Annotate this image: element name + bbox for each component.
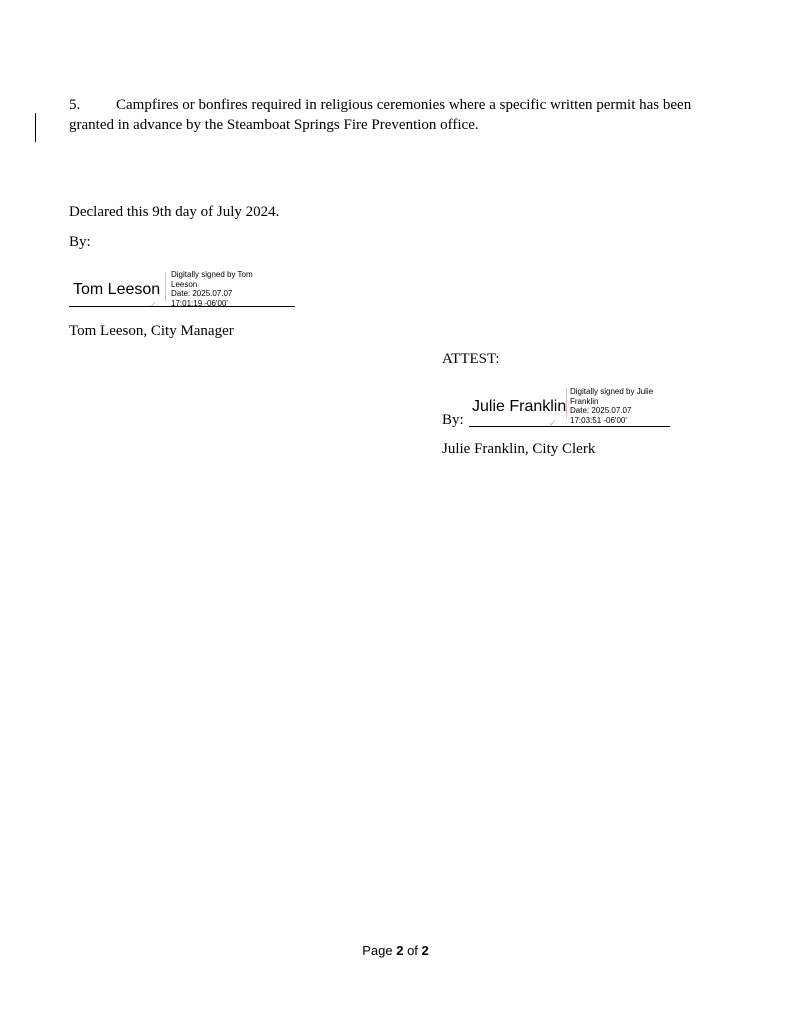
signer-caption: Tom Leeson, City Manager	[69, 323, 234, 339]
digital-signature-name[interactable]: Tom Leeson	[73, 281, 161, 298]
signature-details-line: Franklin	[570, 396, 599, 406]
signature-details-line: Leeson	[171, 279, 198, 289]
signature-line	[469, 426, 670, 427]
signature-line	[69, 306, 295, 307]
signature-details-line: Digitally signed by Tom	[171, 270, 253, 279]
signature-details-date: Date: 2025.07.07	[171, 289, 233, 298]
digital-signature-name[interactable]: Julie Franklin	[472, 398, 567, 415]
signature-mark-icon: ✓	[149, 300, 157, 310]
attest-label: ATTEST:	[442, 351, 500, 367]
by-label: By:	[69, 234, 91, 250]
by-label: By:	[442, 412, 464, 428]
signature-details-time: 17:01:19 -06'00'	[171, 298, 228, 308]
signature-divider	[566, 388, 567, 418]
page-number-footer	[0, 943, 791, 959]
signature-mark-icon: ✓	[549, 418, 557, 428]
paragraph-text-line-2: granted in advance by the Steamboat Springs Fire Prevention office.	[69, 117, 479, 133]
total-pages: 2	[421, 943, 429, 958]
page-label: Page	[362, 943, 397, 958]
paragraph-number: 5.	[69, 97, 81, 113]
digital-signature-details[interactable]	[171, 270, 271, 308]
signature-details-line: Digitally signed by Julie	[570, 387, 654, 396]
signature-details-time: 17:03:51 -06'00'	[570, 415, 627, 425]
declaration-text: Declared this 9th day of July 2024.	[69, 204, 280, 220]
signature-divider	[165, 272, 166, 302]
paragraph-text-line-1: Campfires or bonfires required in religious ceremonies where a specific written permit has been	[116, 97, 692, 113]
signature-details-date: Date: 2025.07.07	[570, 406, 632, 415]
page-of-label: of	[403, 943, 422, 958]
change-bar	[35, 113, 36, 142]
signer-caption: Julie Franklin, City Clerk	[442, 441, 596, 457]
current-page: 2	[396, 943, 404, 958]
digital-signature-details[interactable]	[570, 387, 670, 425]
